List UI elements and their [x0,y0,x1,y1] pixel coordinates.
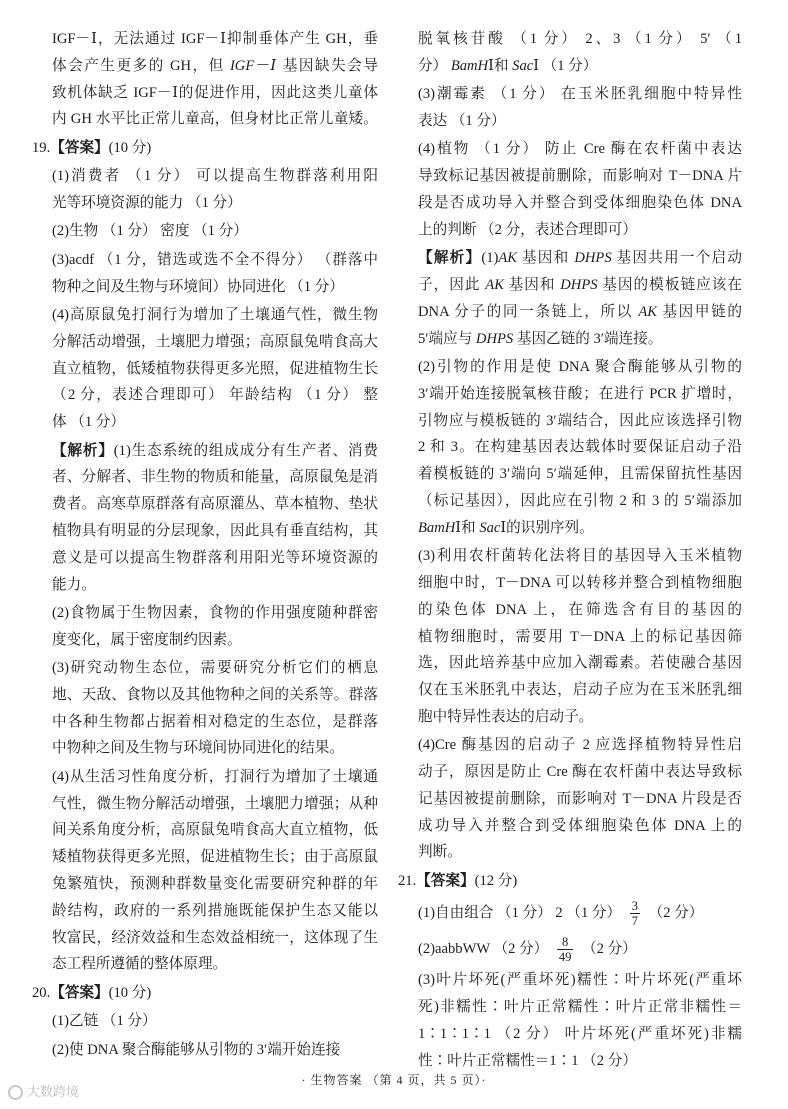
text-line [418,732,742,759]
text-run: (2)生物 （1 分） 密度 （1 分） [52,223,248,240]
text-run: (2)食物属于生物因素，食物的作用强度随种群密 [52,604,378,621]
text-run: (1)消费者 （1 分） 可以提高生物群落利用阳 [52,168,378,185]
line-content [418,168,742,184]
fraction [630,899,640,928]
text-line [52,518,378,545]
text-line [418,81,742,108]
line-content [52,168,378,184]
text-run: 植物细胞时，需要用 T－DNA 上的标记基因筛 [418,628,742,645]
text-line [52,709,378,736]
text-run: 牧富民，经济效益和生态效益相统一，这体现了生 [52,929,378,946]
text-line [418,677,742,704]
line-content [418,439,742,455]
text-run: DNA 分子的同一条链上，所以 [418,303,639,320]
line-content [418,141,742,157]
text-line [52,682,378,709]
text-run: 者、分解者、非生物的物质和能量，高原鼠兔是消 [52,469,378,486]
text-run: 的染色体 DNA 上，在筛选含有目的基因的 [418,601,742,618]
line-content [52,577,96,593]
text-line [418,326,742,353]
text-run: 物种之间及生物与环境间）协同进化 （1 分） [52,278,344,295]
line-content [52,769,378,785]
text-line [418,967,742,994]
line-content [52,605,378,621]
text-line [52,247,378,274]
text-line [418,994,742,1021]
italic-term: AK [498,250,518,267]
text-run: 基因缺失会导 [277,57,378,74]
italic-term: DHPS [475,330,514,347]
line-content [52,31,378,47]
text-line [418,570,742,597]
text-line [418,53,742,80]
line-content [52,930,378,946]
answer-paragraph [52,438,378,599]
line-content [418,655,742,671]
text-run: 内 GH 水平比正常儿童高，但身材比正常儿童矮。 [52,111,378,128]
text-run: 体 （1 分） [52,414,125,431]
line-content [52,469,378,485]
line-content [418,844,462,860]
text-line [418,408,742,435]
line-content [418,1053,637,1069]
text-run: 基因共用一个启动 [611,250,742,267]
text-run: 基因的模板链应该在 [597,276,742,293]
text-line [418,272,742,299]
answer-tag: 【答案】 [50,984,109,1001]
italic-term: AK [638,303,658,320]
text-run: 细胞中时，T－DNA 可以转移并整合到植物细胞 [418,574,742,591]
answer-paragraph [52,1008,378,1035]
text-run: 着模板链的 3′端向 5′端延伸，且需保留抗性基因 [418,466,742,483]
text-run: (2)使 DNA 聚合酶能够从引物的 3′端开始连接 [52,1041,341,1058]
answer-paragraph [418,354,742,542]
text-line [418,813,742,840]
line-content [418,250,742,266]
line-content [52,307,378,323]
line-content [52,496,378,512]
text-run: 记基因被提前删除，而影响对 T－DNA 片段是否 [418,790,742,807]
line-content [418,195,742,211]
text-run: 中各种生物都占据着相对稳定的生态位，是群落 [52,713,378,730]
text-run: Ⅰ和 [455,519,480,536]
question-number: 19. [32,139,51,156]
line-content [418,277,742,293]
text-line [418,624,742,651]
line-content [418,602,742,618]
text-run: 动子，原因是防止 Cre 酶在农杆菌中表达导致标 [418,764,742,781]
text-run: 导致标记基因被提前删除，而影响对 T－DNA 片 [418,168,742,185]
text-run: 兔繁殖快，预测种群数量变化需要研究种群的年 [52,876,378,893]
text-run: (3)acdf （1 分，错选或选不全不得分） （群落中 [52,251,378,268]
text-line [52,1008,378,1035]
left-column [32,26,378,1065]
text-line [52,600,378,627]
answer-tag: 【答案】 [416,872,475,889]
text-run: 表达 （1 分） [418,112,506,129]
answer-tag: 【答案】 [50,139,109,156]
line-content [418,629,742,645]
text-line [52,218,378,245]
text-run: (1)生态系统的组成成分有生产者、消费 [113,442,378,459]
text-run: (4)Cre 酶基因的启动子 2 应选择植物特异性启 [418,737,742,754]
page-footer: · 生物答案 （第 4 页，共 5 页）· [301,1073,487,1087]
answer-paragraph [52,302,378,436]
text-line [52,844,378,871]
text-line [418,597,742,624]
text-run: 意义是可以提高生物群落利用阳光等环境资源的 [52,549,378,566]
text-line [52,409,378,436]
text-run: 分解活动增强，土壤肥力增强；高原鼠兔啃食高大 [52,333,378,350]
line-content [52,660,378,676]
text-run: (3)叶片坏死(严重坏死)糯性∶叶片坏死(严重坏 [418,972,742,989]
line-content [418,493,742,509]
text-run: (3)利用农杆菌转化法将目的基因导入玉米植物 [418,548,742,565]
answer-paragraph [52,218,378,245]
answer-paragraph [418,543,742,731]
analysis-tag: 【解析】 [418,250,482,267]
line-content [418,359,742,375]
text-run: 地、天敌、食物以及其他物种之间的关系等。群落 [52,686,378,703]
text-line [418,217,742,244]
text-line [52,356,378,383]
text-run: 基因甲链的 [657,303,742,320]
text-run: 引物应与模板链的 3′端结合，因此应该选择引物 [418,412,742,429]
text-run: （标记基因），因此应在引物 2 和 3 的 5′端添加 [418,492,742,509]
text-line [52,572,378,599]
text-line [418,896,742,930]
right-column [398,26,742,1076]
line-content [52,1013,157,1029]
line-content [52,85,378,101]
text-line [418,932,742,966]
text-line [418,245,742,272]
italic-term: BamH [450,57,489,74]
text-run: 选，因此培养基中应加入潮霉素。若使融合基因 [418,655,742,672]
text-run: 段是否成功导入并整合到受体细胞染色体 DNA [418,194,742,211]
line-content [418,31,742,47]
text-run: 基因乙链的 3′端连接。 [513,330,663,347]
text-line [418,354,742,381]
text-run: 能力。 [52,576,96,593]
fraction-numerator: 3 [631,899,638,914]
answer-paragraph [52,163,378,217]
text-line [52,817,378,844]
italic-term: DHPS [574,250,612,267]
text-run: (1)自由组合 （1 分） 2 （1 分） [418,905,625,922]
line-content [418,575,742,591]
text-run: 死)非糯性∶叶片正常糯性∶叶片正常非糯性＝ [418,999,742,1016]
text-run: (1)乙链 （1 分） [52,1013,157,1030]
text-line [52,898,378,925]
line-content [52,550,378,566]
text-run: 费者。高寒草原群落有高原灌丛、草本植物、垫状 [52,496,378,513]
text-line [52,26,378,53]
text-run: (3)潮霉素 （1 分） 在玉米胚乳细胞中特异性 [418,86,742,103]
text-line [52,791,378,818]
text-line [418,839,742,866]
analysis-tag: 【解析】 [52,442,114,459]
text-run: （2 分） [645,905,704,922]
line-content [418,764,742,780]
text-line [418,434,742,461]
answer-paragraph [52,764,378,978]
text-line [52,382,378,409]
question-number: 20. [32,984,51,1001]
answer-paragraph [418,245,742,352]
text-run: Ⅰ的识别序列。 [500,519,594,536]
text-line [52,951,378,978]
text-run: 上的判断 （2 分，表述合理即可） [418,221,637,238]
line-content [52,414,125,430]
text-line [52,329,378,356]
text-line [418,190,742,217]
text-line [418,1048,742,1075]
watermark-logo [8,1084,79,1102]
question-heading [398,868,742,895]
italic-term: Sac [512,57,534,74]
text-run: 3′端开始连接脱氧核苷酸；在进行 PCR 扩增时， [418,385,742,402]
text-run: (2)aabbWW （2 分） [418,940,552,957]
text-line [52,764,378,791]
text-line [52,735,378,762]
line-content [52,1042,340,1058]
text-run: 直立植物，低矮植物获得更多光照，促进植物生长 [52,360,378,377]
line-content [52,334,378,350]
text-run: （2 分） [578,940,637,957]
line-content [52,387,378,403]
line-content [418,520,594,536]
text-line [52,438,378,465]
text-run: 基因和 [503,276,561,293]
text-run: 分） [418,57,451,74]
text-line [52,871,378,898]
answer-paragraph [418,26,742,80]
text-run: (2)引物的作用是使 DNA 聚合酶能够从引物的 [418,358,742,375]
text-line [418,543,742,570]
line-content [418,86,742,102]
line-content [418,548,742,564]
answer-paragraph [418,136,742,243]
line-content [418,413,742,429]
answer-paragraph [418,932,742,966]
italic-term: Sac [479,519,501,536]
line-content [52,252,378,268]
italic-term: BamH [418,519,456,536]
line-content [52,903,378,919]
question-heading [32,980,378,1007]
text-run: 矮植物获得更多光照，促进植物生长；由于高原鼠 [52,849,378,866]
text-line [418,108,742,135]
text-run: 度变化，属于密度制约因素。 [52,631,242,648]
text-run: 光等环境资源的能力 （1 分） [52,194,242,211]
italic-term: IGF－Ⅰ [229,57,278,74]
line-content [52,523,378,539]
answer-paragraph [418,967,742,1074]
italic-term: DHPS [560,276,598,293]
line-content [418,304,742,320]
line-content [52,195,242,211]
line-content [52,361,378,377]
text-line [52,53,378,80]
text-run: 中物种之间及生物与环境间协同进化的结果。 [52,740,344,757]
text-run: 2 和 3。在构建基因表达载体时要保证启动子沿 [418,439,742,456]
answer-paragraph [52,1037,378,1064]
text-run: 龄结构，政府的一系列措施既能保护生态又能以 [52,902,378,919]
question-number: 21. [398,872,417,889]
answer-paragraph [52,655,378,762]
line-content [418,791,742,807]
line-content [52,740,344,756]
text-line [52,464,378,491]
line-content [418,737,742,753]
text-run: 体会产生更多的 GH，但 [52,57,230,74]
line-content [52,111,378,127]
text-run: 子，因此 [418,276,486,293]
line-content [418,999,742,1015]
text-line [52,163,378,190]
text-run: 仅在玉米胚乳中表达，启动子应为在玉米胚乳细 [418,682,742,699]
line-content [52,849,378,865]
text-line [52,274,378,301]
text-line [52,302,378,329]
text-run: Ⅰ （1 分） [533,57,598,74]
text-run: 间关系角度分析，高原鼠兔啃食高大直立植物，低 [52,822,378,839]
line-content [52,796,378,812]
text-run: 脱氧核苷酸 （1 分） 2、3 （1 分） 5′ （1 [418,31,742,47]
text-line [418,786,742,813]
text-run: (3)研究动物生态位，需要研究分析它们的栖息 [52,660,378,677]
text-line [418,515,742,542]
text-line [418,461,742,488]
text-run: 植物具有明显的分层现象，因此具有垂直结构，其 [52,522,378,539]
text-run: (1) [481,250,499,267]
line-content [52,876,378,892]
line-content [52,714,378,730]
text-line [418,1021,742,1048]
line-content [418,682,742,698]
answer-paragraph [52,600,378,654]
text-run: (4)从生活习性角度分析，打洞行为增加了土壤通 [52,768,378,785]
text-line [418,650,742,677]
fraction-denominator: 7 [631,914,638,929]
line-content [418,899,704,929]
text-run: 1∶1∶1∶1 （2 分） 叶片坏死(严重坏死)非糯 [418,1026,742,1043]
line-content [418,935,637,964]
text-run: 气性，微生物分解活动增强，土壤肥力增强；从种 [52,795,378,812]
question-score: (10 分) [108,139,152,156]
question-score: (12 分) [474,872,518,889]
fraction-denominator: 49 [558,950,572,964]
answer-paragraph [418,81,742,135]
text-line [52,925,378,952]
line-content [52,223,248,239]
watermark-circle-icon [8,1085,23,1100]
line-content [52,632,242,648]
text-line [418,26,742,53]
text-line [52,106,378,133]
text-line [418,704,742,731]
text-line [52,190,378,217]
line-content [52,822,378,838]
fraction [557,935,574,964]
line-content [52,58,378,74]
answer-paragraph [418,896,742,930]
text-run: （2 分，表述合理即可） 年龄结构 （1 分） 整 [52,387,378,404]
text-line [418,163,742,190]
text-line [418,299,742,326]
line-content [418,58,597,74]
line-content [52,956,227,972]
line-content [418,709,593,725]
answer-paragraph [52,26,378,133]
text-line [418,381,742,408]
line-content [418,222,637,238]
question-score: (10 分) [108,984,152,1001]
line-content [418,972,742,988]
text-line [418,488,742,515]
text-run: 判断。 [418,844,462,861]
text-line [418,759,742,786]
text-line [52,1037,378,1064]
answer-paragraph [52,247,378,301]
text-line [52,655,378,682]
fraction-numerator: 8 [557,935,574,950]
watermark-text: 大数跨境 [27,1085,80,1100]
line-content [52,279,344,295]
text-run: 态工程所遵循的整体原理。 [52,956,228,973]
text-run: 成功导入并整合到受体细胞染色体 DNA 上的 [418,817,742,834]
text-line [52,627,378,654]
answer-paragraph [418,732,742,866]
text-run: IGF－Ⅰ，无法通过 IGF－Ⅰ抑制垂体产生 GH，垂 [52,31,378,47]
text-run: 5′端应与 [418,330,476,347]
text-run: 性∶叶片正常糯性＝1∶1 （2 分） [418,1052,637,1069]
text-line [52,545,378,572]
text-run: (4)植物 （1 分） 防止 Cre 酶在农杆菌中表达 [418,141,742,158]
text-run: Ⅰ和 [488,57,513,74]
text-line [52,491,378,518]
italic-term: AK [485,276,504,293]
line-content [52,687,378,703]
text-line [418,136,742,163]
line-content [418,386,742,402]
line-content [418,331,662,347]
line-content [418,1026,742,1042]
text-run: 致机体缺乏 IGF－Ⅰ的促进作用，因此这类儿童体 [52,84,378,101]
text-run: 胞中特异性表达的启动子。 [418,708,594,725]
line-content [418,818,742,834]
text-line [52,80,378,107]
line-content [418,113,506,129]
line-content [52,443,378,459]
line-content [418,466,742,482]
text-run: (4)高原鼠兔打洞行为增加了土壤通气性，微生物 [52,306,378,323]
question-heading [32,135,378,162]
text-run: 基因和 [517,250,575,267]
